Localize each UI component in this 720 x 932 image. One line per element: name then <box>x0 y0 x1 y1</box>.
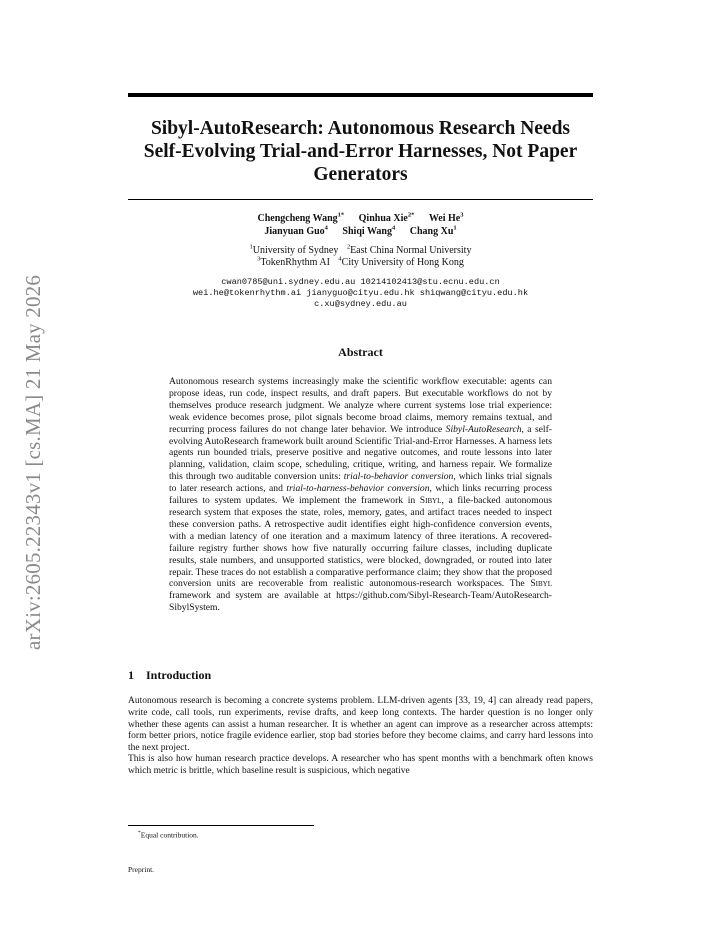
email-line: cwan0785@uni.sydney.edu.au 10214102413@stu.ecnu.edu.cn <box>221 277 500 287</box>
intro-paragraph: Autonomous research is becoming a concrete systems problem. LLM-driven agents [33, 19, 4] can already read papers, write code, call tools, run experiments, revise drafts, and keep long contexts. The harder question is no longer only whether these agents can assist a human researcher. It is whether an agent can improve as a researcher across attempts: form better priors, notice fragile evidence earlier, stop bad stories before they become claims, and carry hard lessons into the next project. <box>128 696 593 754</box>
conversion-unit-term: trial-to-behavior conversion <box>343 471 454 483</box>
email-line: c.xu@sydney.edu.au <box>314 299 407 309</box>
title-bottom-rule <box>128 199 593 200</box>
arxiv-identifier: arXiv:2605.22343v1 [cs.MA] 21 May 2026 <box>21 274 45 650</box>
affiliation: $^1$University of Sydney <box>249 243 339 256</box>
affiliation-list <box>128 245 593 269</box>
abstract-heading: Abstract <box>338 345 383 359</box>
system-name: Sibyl <box>419 495 442 507</box>
title-top-rule <box>128 93 593 97</box>
preprint-label: Preprint. <box>128 865 155 874</box>
affiliation: $^2$East China Normal University <box>346 243 472 256</box>
author: Shiqi Wang$^4$ <box>342 224 396 237</box>
section-number: 1 <box>128 668 134 682</box>
author-row <box>128 225 593 238</box>
framework-name: Sibyl-AutoResearch <box>445 423 522 435</box>
section-heading <box>128 668 211 683</box>
affiliation-row <box>128 257 593 269</box>
footnote-rule <box>128 825 314 826</box>
intro-paragraph: This is also how human research practice develops. A researcher who has spent months with a benchmark often knows which metric is brittle, which baseline result is suspicious, which negative <box>128 754 593 776</box>
affiliation: $^4$City University of Hong Kong <box>338 255 464 268</box>
affiliation-row <box>128 245 593 257</box>
author: Qinhua Xie$^{2*}$ <box>358 211 415 224</box>
email-list <box>128 277 593 310</box>
author: Wei He$^3$ <box>428 211 464 224</box>
paper-title <box>128 117 593 186</box>
section-title: Introduction <box>146 668 212 682</box>
abstract-body: Autonomous research systems increasingly make the scientific workflow executable: agents can propose ideas, run code, inspect results, and draft papers. But executable workflows do not by themselves produce research judgment. We analyze where current systems lose trial experience: weak evidence becomes prose, pilot signals become broad claims, memory remains textual, and recurring process failures do not change later behavior. We introduce Sibyl-AutoResearch, a self-evolving AutoResearch framework built around Scientific Trial-and-Error Harnesses. A harness lets agents run bounded trials, preserve positive and negative outcomes, and route lessons into later planning, validation, claim scope, scheduling, critique, writing, and harness repair. We formalize this through two auditable conversion units: trial-to-behavior conversion, which links trial signals to later research actions, and trial-to-harness-behavior conversion, which links recurring process failures to system updates. We implement the framework in Sibyl, a file-backed autonomous research system that exposes the state, roles, memory, gates, and artifact traces needed to inspect these conversion paths. A retrospective audit identifies eight high-confidence conversion events, with a median latency of one iteration and a maximum latency of three iterations. A recovered-failure registry further shows how five naturally occurring failure classes, including duplicate results, stale numbers, and unsupported statistics, were blocked, downgraded, or routed into later repair. These traces do not establish a comparative performance claim; they show that the proposed conversion units are recoverable from realistic autonomous-research workspaces. The Sibyl framework and system are available at https://github.com/Sibyl-Research-Team/AutoResearch-SibylSystem. <box>169 376 552 614</box>
author: Chang Xu$^1$ <box>409 224 457 237</box>
author: Jianyuan Guo$^4$ <box>264 224 328 237</box>
email-line: wei.he@tokenrhythm.ai jianyguo@cityu.edu.hk shiqwang@cityu.edu.hk <box>192 288 529 298</box>
affiliation: $^3$TokenRhythm AI <box>257 255 330 268</box>
author-list <box>128 212 593 238</box>
title-line: Self-Evolving Trial-and-Error Harnesses, Not Paper <box>143 141 578 162</box>
author-row <box>128 212 593 225</box>
system-name: Sibyl <box>530 578 552 590</box>
footnote: *Equal contribution. <box>138 830 199 840</box>
author: Chengcheng Wang$^{1*}$ <box>257 211 345 224</box>
title-line: Generators <box>313 164 408 185</box>
conversion-unit-term: trial-to-harness-behavior conversion <box>286 483 430 495</box>
title-line: Sibyl-AutoResearch: Autonomous Research Needs <box>150 118 571 139</box>
